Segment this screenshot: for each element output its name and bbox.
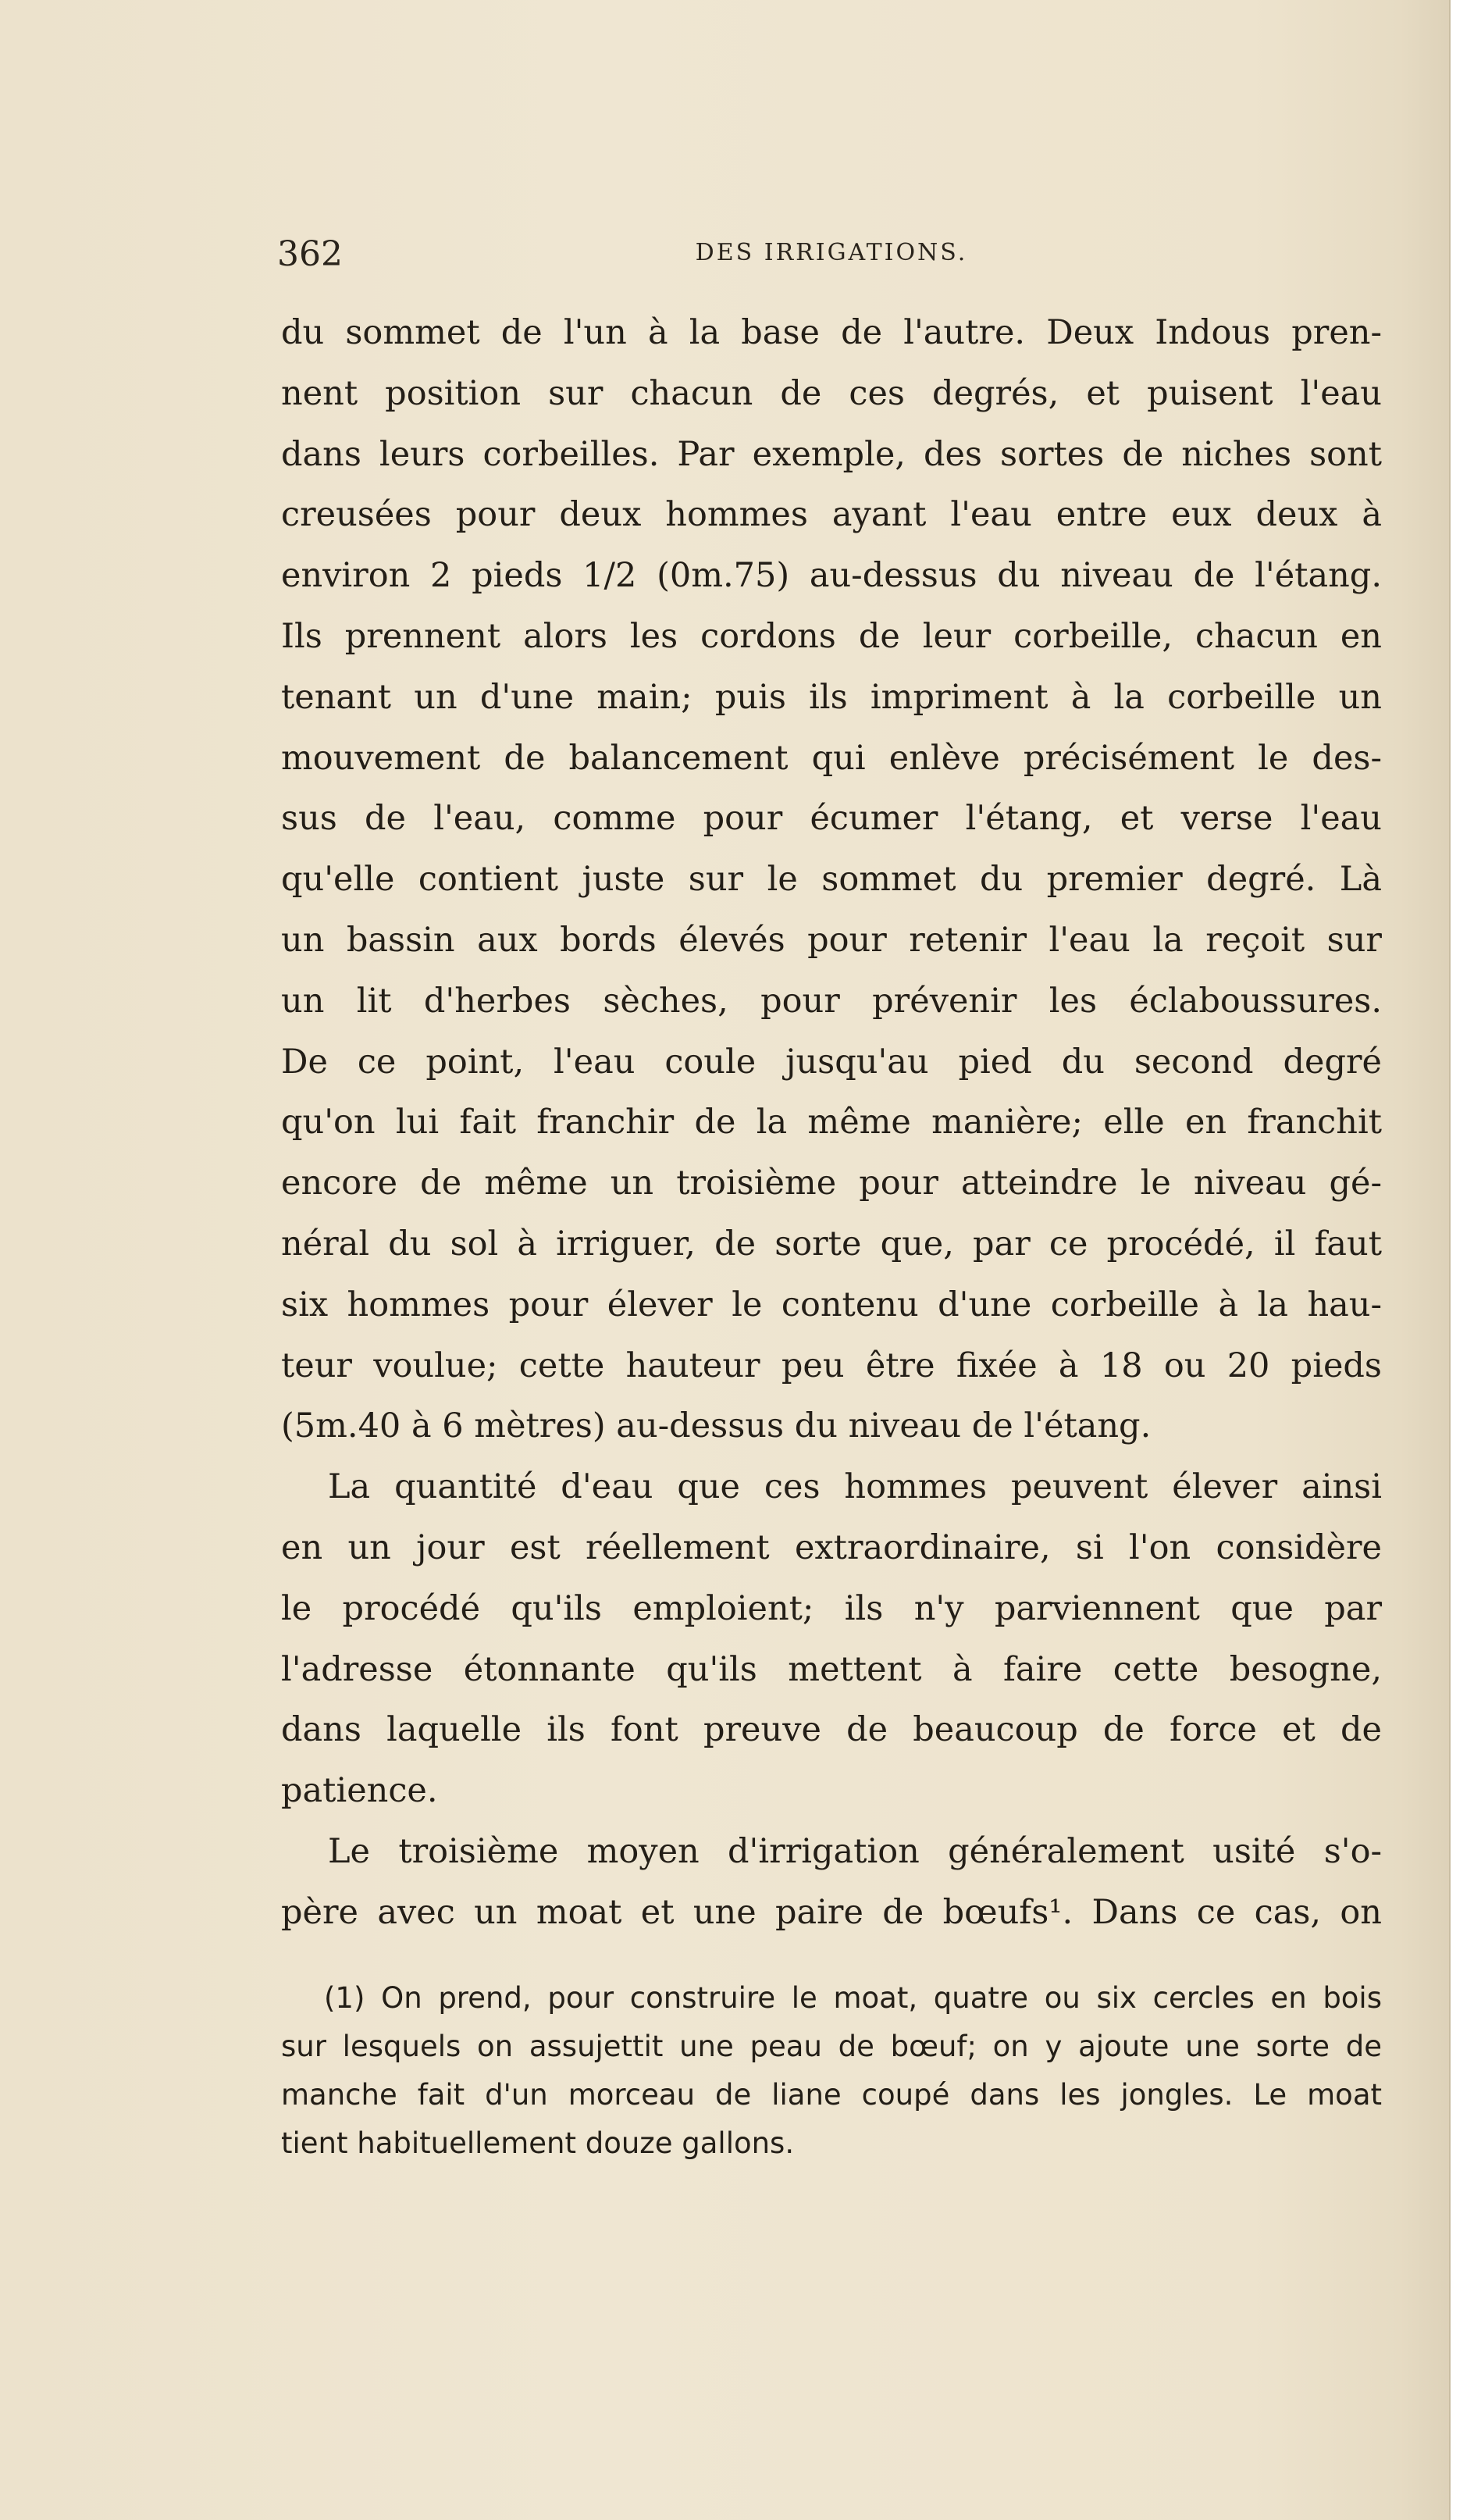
text-line: creusées pour deux hommes ayant l'eau entre eux deux à: [281, 495, 1382, 535]
footnote: [281, 1974, 1382, 2168]
text-line: mouvement de balancement qui enlève précisément le des-: [281, 738, 1382, 778]
text-line: teur voulue; cette hauteur peu être fixée à 18 ou 20 pieds: [281, 1346, 1382, 1385]
text-line: qu'on lui fait franchir de la même manière; elle en franchit: [281, 1103, 1382, 1142]
page-number: 362: [277, 234, 343, 274]
text-line: néral du sol à irriguer, de sorte que, par ce procédé, il faut: [281, 1224, 1382, 1264]
running-head: DES IRRIGATIONS.: [695, 239, 968, 266]
footnote-line: manche fait d'un morceau de liane coupé dans les jongles. Le moat: [281, 2078, 1382, 2112]
text-line: le procédé qu'ils emploient; ils n'y parviennent que par: [281, 1588, 1382, 1628]
text-line: qu'elle contient juste sur le sommet du premier degré. Là: [281, 860, 1382, 900]
footnote-line: (1) On prend, pour construire le moat, quatre ou six cercles en bois: [324, 1981, 1382, 2015]
text-line: six hommes pour élever le contenu d'une corbeille à la hau-: [281, 1285, 1382, 1324]
text-line: dans leurs corbeilles. Par exemple, des sortes de niches sont: [281, 434, 1382, 474]
text-line: dans laquelle ils font preuve de beaucoup de force et de: [281, 1710, 1382, 1750]
page-header: [277, 234, 1386, 281]
text-line: un bassin aux bords élevés pour retenir l'eau la reçoit sur: [281, 920, 1382, 960]
text-line: père avec un moat et une paire de bœufs¹. Dans ce cas, on: [281, 1892, 1382, 1932]
text-line: Le troisième moyen d'irrigation généralement usité s'o-: [328, 1831, 1382, 1871]
body-text: [281, 303, 1382, 1944]
text-line: un lit d'herbes sèches, pour prévenir les éclaboussures.: [281, 981, 1382, 1021]
text-line: encore de même un troisième pour atteindre le niveau gé-: [281, 1164, 1382, 1203]
text-line: patience.: [281, 1771, 438, 1811]
text-line: du sommet de l'un à la base de l'autre. Deux Indous pren-: [281, 313, 1382, 352]
page-edge: [1449, 0, 1474, 2520]
text-line: tenant un d'une main; puis ils impriment à la corbeille un: [281, 677, 1382, 717]
text-line: (5m.40 à 6 mètres) au-dessus du niveau de l'étang.: [281, 1406, 1152, 1446]
footnote-line: tient habituellement douze gallons.: [281, 2126, 795, 2160]
footnote-line: sur lesquels on assujettit une peau de bœuf; on y ajoute une sorte de: [281, 2030, 1382, 2063]
text-line: nent position sur chacun de ces degrés, et puisent l'eau: [281, 373, 1382, 413]
text-line: l'adresse étonnante qu'ils mettent à faire cette besogne,: [281, 1649, 1382, 1689]
text-line: Ils prennent alors les cordons de leur corbeille, chacun en: [281, 616, 1382, 656]
text-line: sus de l'eau, comme pour écumer l'étang, et verse l'eau: [281, 799, 1382, 839]
text-line: La quantité d'eau que ces hommes peuvent élever ainsi: [328, 1467, 1382, 1507]
text-line: De ce point, l'eau coule jusqu'au pied du second degré: [281, 1042, 1382, 1082]
text-line: en un jour est réellement extraordinaire, si l'on considère: [281, 1527, 1382, 1567]
text-line: environ 2 pieds 1/2 (0m.75) au-dessus du niveau de l'étang.: [281, 556, 1382, 596]
